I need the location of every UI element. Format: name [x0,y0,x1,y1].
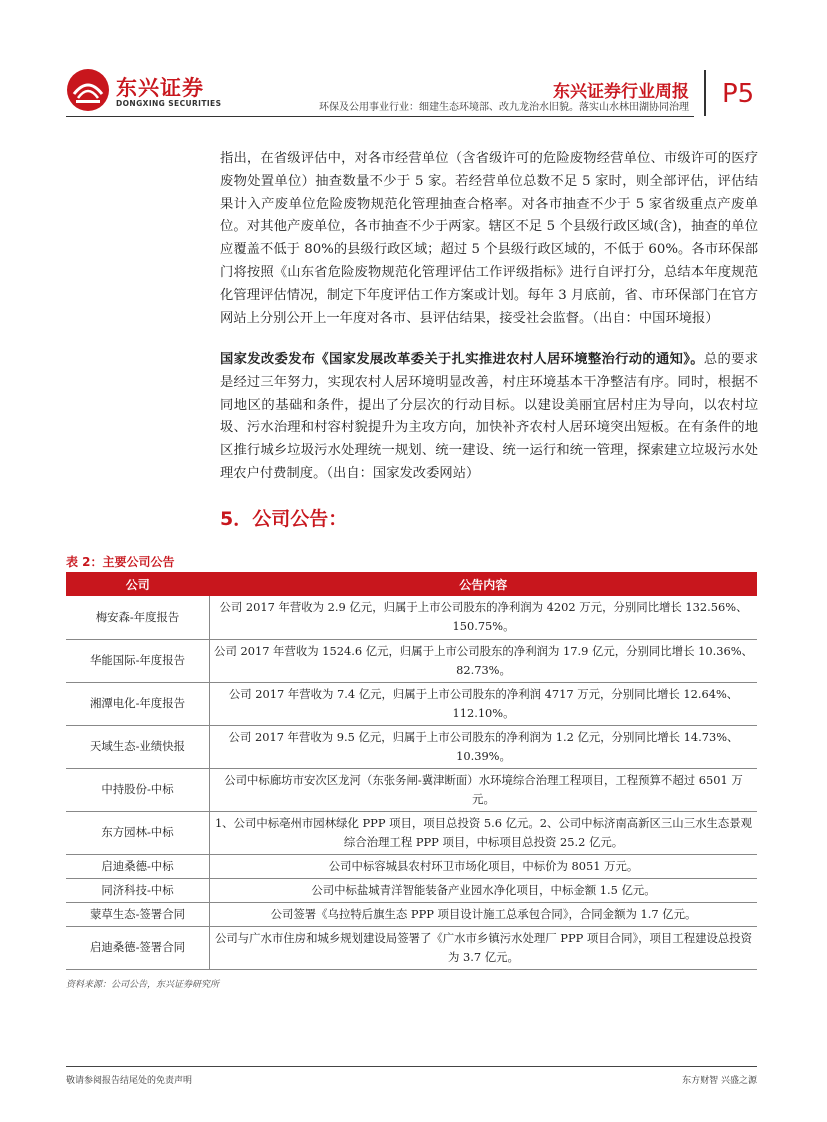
table-header-row [66,572,757,596]
content-cell: 公司中标廊坊市安次区龙河（东张务闸-冀津断面）水环境综合治理工程项目，工程预算不超过 6501 万元。 [210,768,758,811]
table-row [66,725,757,768]
content-cell: 1、公司中标亳州市园林绿化 PPP 项目，项目总投资 5.6 亿元。2、公司中标济南高新区三山三水生态景观综合治理工程 PPP 项目，中标项目总投资 25.2 亿元。 [210,811,758,854]
content-cell: 公司中标盐城青洋智能装备产业园水净化项目，中标金额 1.5 亿元。 [210,878,758,902]
table-row [66,639,757,682]
content-cell: 公司与广水市住房和城乡规划建设局签署了《广水市乡镇污水处理厂 PPP 项目合同》，项目工程建设总投资为 3.7 亿元。 [210,926,758,969]
company-cell: 天域生态-业绩快报 [66,725,210,768]
table-header-content: 公告内容 [210,572,758,596]
table-source: 资料来源：公司公告，东兴证券研究所 [66,980,220,990]
content-cell: 公司 2017 年营收为 7.4 亿元，归属于上市公司股东的净利润 4717 万元，分别同比增长 12.64%、112.10%。 [210,682,758,725]
content-cell: 公司签署《乌拉特后旗生态 PPP 项目设计施工总承包合同》，合同金额为 1.7 亿元。 [210,902,758,926]
page-number: P5 [722,79,755,109]
logo-text-cn: 东兴证券 [116,76,204,100]
footer-disclaimer: 敬请参阅报告结尾处的免责声明 [66,1076,193,1086]
content-cell: 公司 2017 年营收为 1524.6 亿元，归属于上市公司股东的净利润为 17.9 亿元，分别同比增长 10.36%、82.73%。 [210,639,758,682]
content-cell: 公司 2017 年营收为 2.9 亿元，归属于上市公司股东的净利润为 4202 万元，分别同比增长 132.56%、150.75%。 [210,596,758,639]
table-row [66,596,757,639]
company-cell: 同济科技-中标 [66,878,210,902]
company-cell: 启迪桑德-签署合同 [66,926,210,969]
content-cell: 公司 2017 年营收为 9.5 亿元，归属于上市公司股东的净利润为 1.2 亿元，分别同比增长 14.73%、10.39%。 [210,725,758,768]
table-row [66,811,757,854]
announcement-table [66,572,757,970]
table-row [66,768,757,811]
company-logo [66,66,226,116]
header-divider [66,116,694,117]
company-cell: 启迪桑德-中标 [66,854,210,878]
footer-slogan: 东方财智 兴盛之源 [682,1076,757,1086]
paragraph-hazardous-waste: 指出，在省级评估中，对各市经营单位（含省级许可的危险废物经营单位、市级许可的医疗废物处置单位）抽查数量不少于 5 家。若经营单位总数不足 5 家时，则全部评估，评估结果计入产废单位危险废物规范化管理抽查合格率。对各市抽查不少于 5 家省级重点产废单位。对其他产废单位，各市抽查不少于两家。辖区不足 5 个县级行政区域(含)，抽查的单位应覆盖不低于 80%的县级行政区域；超过 5 个县级行政区域的，不低于 60%。各市环保部门将按照《山东省危险废物规范化管理评估工作评级指标》进行自评打分，总结本年度规范化管理评估情况，制定下年度评估工作方案或计划。每年 3 月底前，省、市环保部门在官方网站上分别公开上一年度对各市、县评估结果，接受社会监督。（出自：中国环境报） [220,151,758,326]
footer-divider [66,1066,757,1067]
table-row [66,878,757,902]
header-divider-vertical [704,70,706,116]
table-caption: 表 2：主要公司公告 [66,555,175,569]
table-header-company: 公司 [66,572,210,596]
paragraph-rural-environment [220,349,758,486]
paragraph-body: 总的要求是经过三年努力，实现农村人居环境明显改善，村庄环境基本干净整洁有序。同时，根据不同地区的基础和条件，提出了分层次的行动目标。以建设美丽宜居村庄为导向，以农村垃圾、污水治理和村容村貌提升为主攻方向，加快补齐农村人居环境突出短板。在有条件的地区推行城乡垃圾污水处理统一规划、统一建设、统一运行和统一管理，探索建立垃圾污水处理农户付费制度。（出自：国家发改委网站） [220,352,758,481]
section-heading: 5．公司公告： [220,508,348,530]
company-cell: 蒙草生态-签署合同 [66,902,210,926]
report-subtitle: 环保及公用事业行业：细建生态环境部、改九龙治水旧貌。落实山水林田湖协同治理 [319,102,689,113]
table-row [66,926,757,969]
table-row [66,854,757,878]
report-title: 东兴证券行业周报 [553,82,689,102]
company-cell: 梅安森-年度报告 [66,596,210,639]
logo-text-en: DONGXING SECURITIES [116,99,222,108]
company-cell: 中持股份-中标 [66,768,210,811]
company-cell: 湘潭电化-年度报告 [66,682,210,725]
company-cell: 华能国际-年度报告 [66,639,210,682]
company-cell: 东方园林-中标 [66,811,210,854]
table-row [66,682,757,725]
dongxing-logo-icon [66,68,110,112]
content-cell: 公司中标容城县农村环卫市场化项目，中标价为 8051 万元。 [210,854,758,878]
paragraph-bold-lead: 国家发改委发布《国家发展改革委关于扎实推进农村人居环境整治行动的通知》。 [220,352,704,367]
table-row [66,902,757,926]
